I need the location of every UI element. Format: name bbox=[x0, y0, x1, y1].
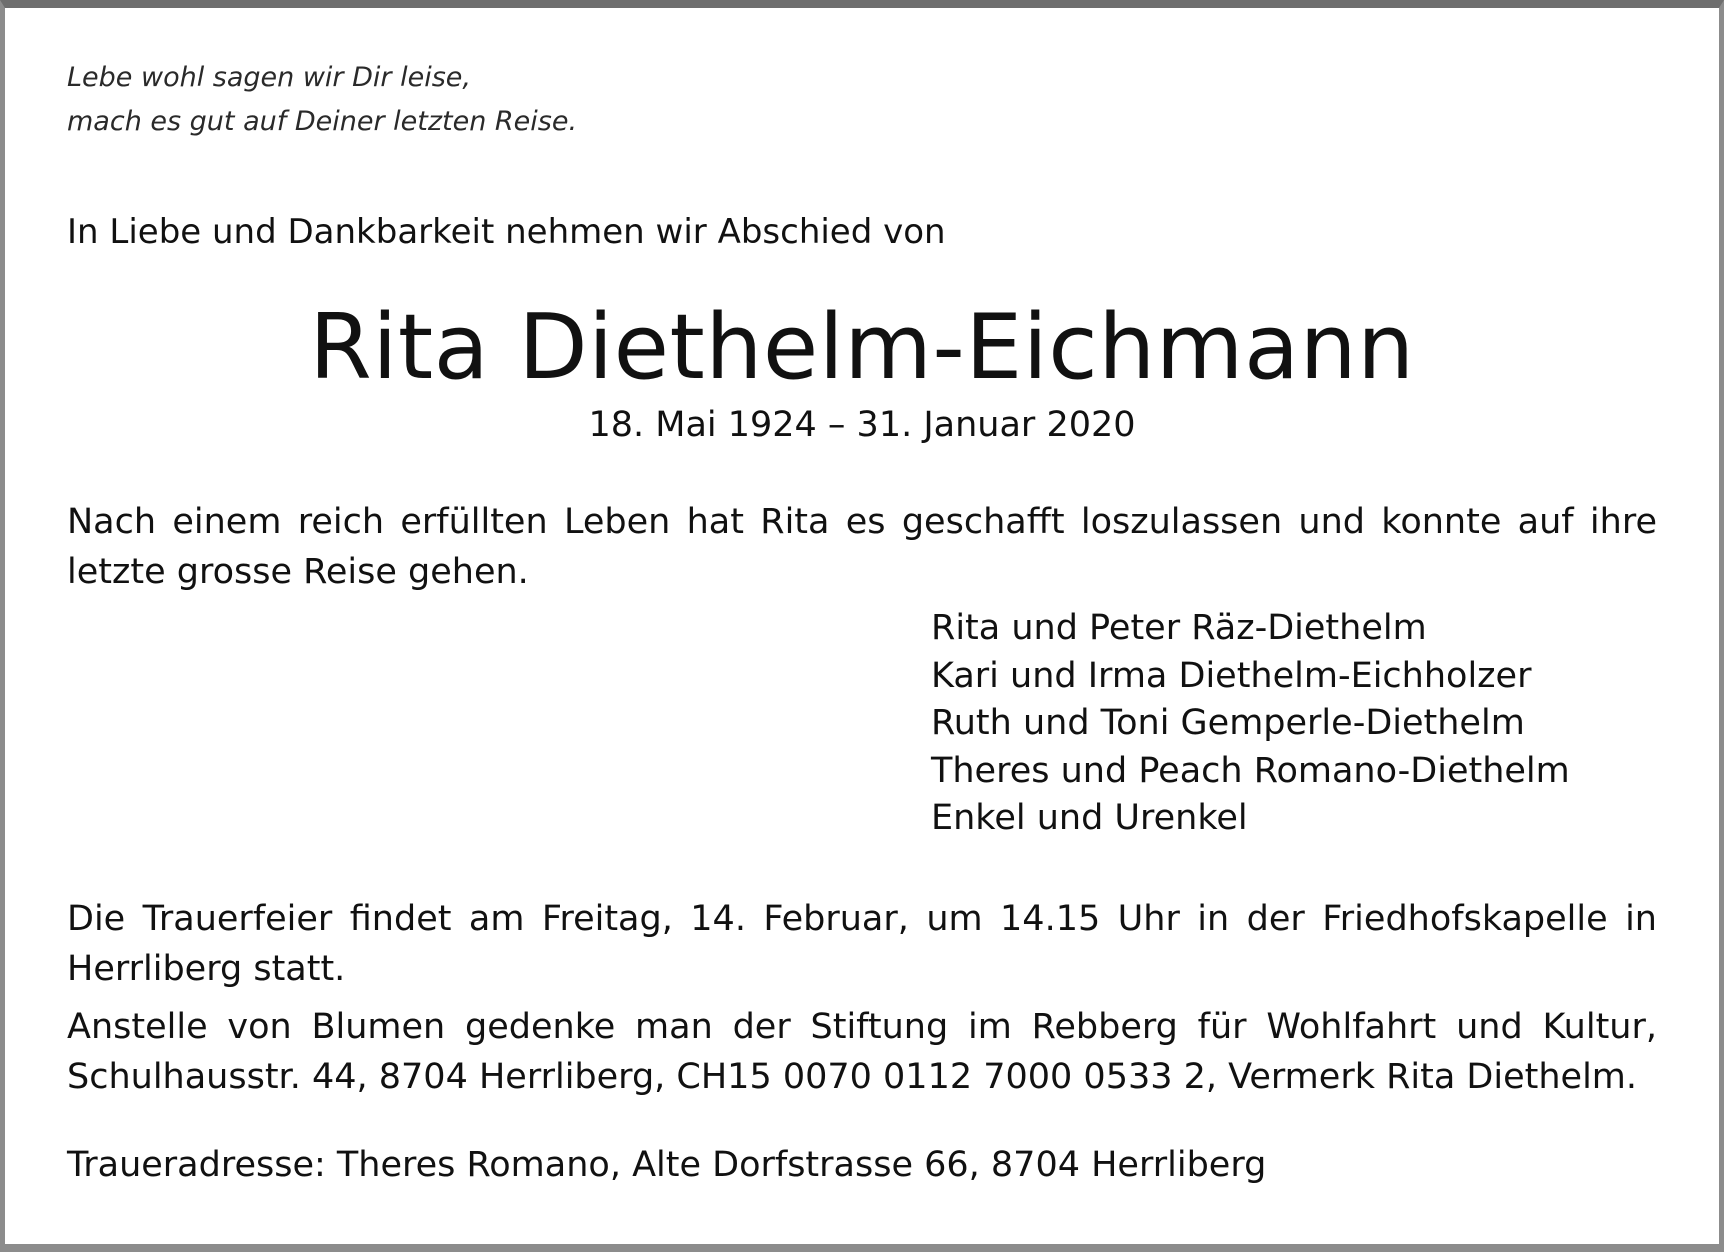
life-dates: 18. Mai 1924 – 31. Januar 2020 bbox=[588, 405, 1136, 445]
donation-paragraph: Anstelle von Blumen gedenke man der Stiftung im Rebberg für Wohlfahrt und Kultur, Schulhausstr. 44, 8704 Herrliberg, CH15 0070 0112 7000 0533 2, Vermerk Rita Diethelm. bbox=[67, 1007, 1657, 1097]
message-paragraph: Nach einem reich erfüllten Leben hat Rita es geschafft loszulassen und konnte auf ihre letzte grosse Reise gehen. bbox=[67, 502, 1657, 592]
intro-text: In Liebe und Dankbarkeit nehmen wir Abschied von bbox=[67, 212, 946, 252]
mourner-entry: Rita und Peter Räz-Diethelm bbox=[931, 608, 1427, 648]
mourning-address: Traueradresse: Theres Romano, Alte Dorfstrasse 66, 8704 Herrliberg bbox=[67, 1145, 1267, 1185]
mourner-entry: Kari und Irma Diethelm-Eichholzer bbox=[931, 655, 1532, 696]
mourner-entry: Ruth und Toni Gemperle-Diethelm bbox=[931, 703, 1525, 743]
poem-line-2: mach es gut auf Deiner letzten Reise. bbox=[67, 106, 578, 137]
deceased-name: Rita Diethelm-Eichmann bbox=[309, 295, 1415, 400]
ceremony-paragraph: Die Trauerfeier findet am Freitag, 14. Februar, um 14.15 Uhr in der Friedhofskapelle in Herrliberg statt. bbox=[67, 899, 1657, 989]
mourner-entry: Enkel und Urenkel bbox=[931, 798, 1248, 838]
mourner-entry: Theres und Peach Romano-Diethelm bbox=[931, 750, 1570, 791]
mourners-list bbox=[931, 605, 1570, 843]
poem-line-1: Lebe wohl sagen wir Dir leise, bbox=[67, 62, 471, 93]
